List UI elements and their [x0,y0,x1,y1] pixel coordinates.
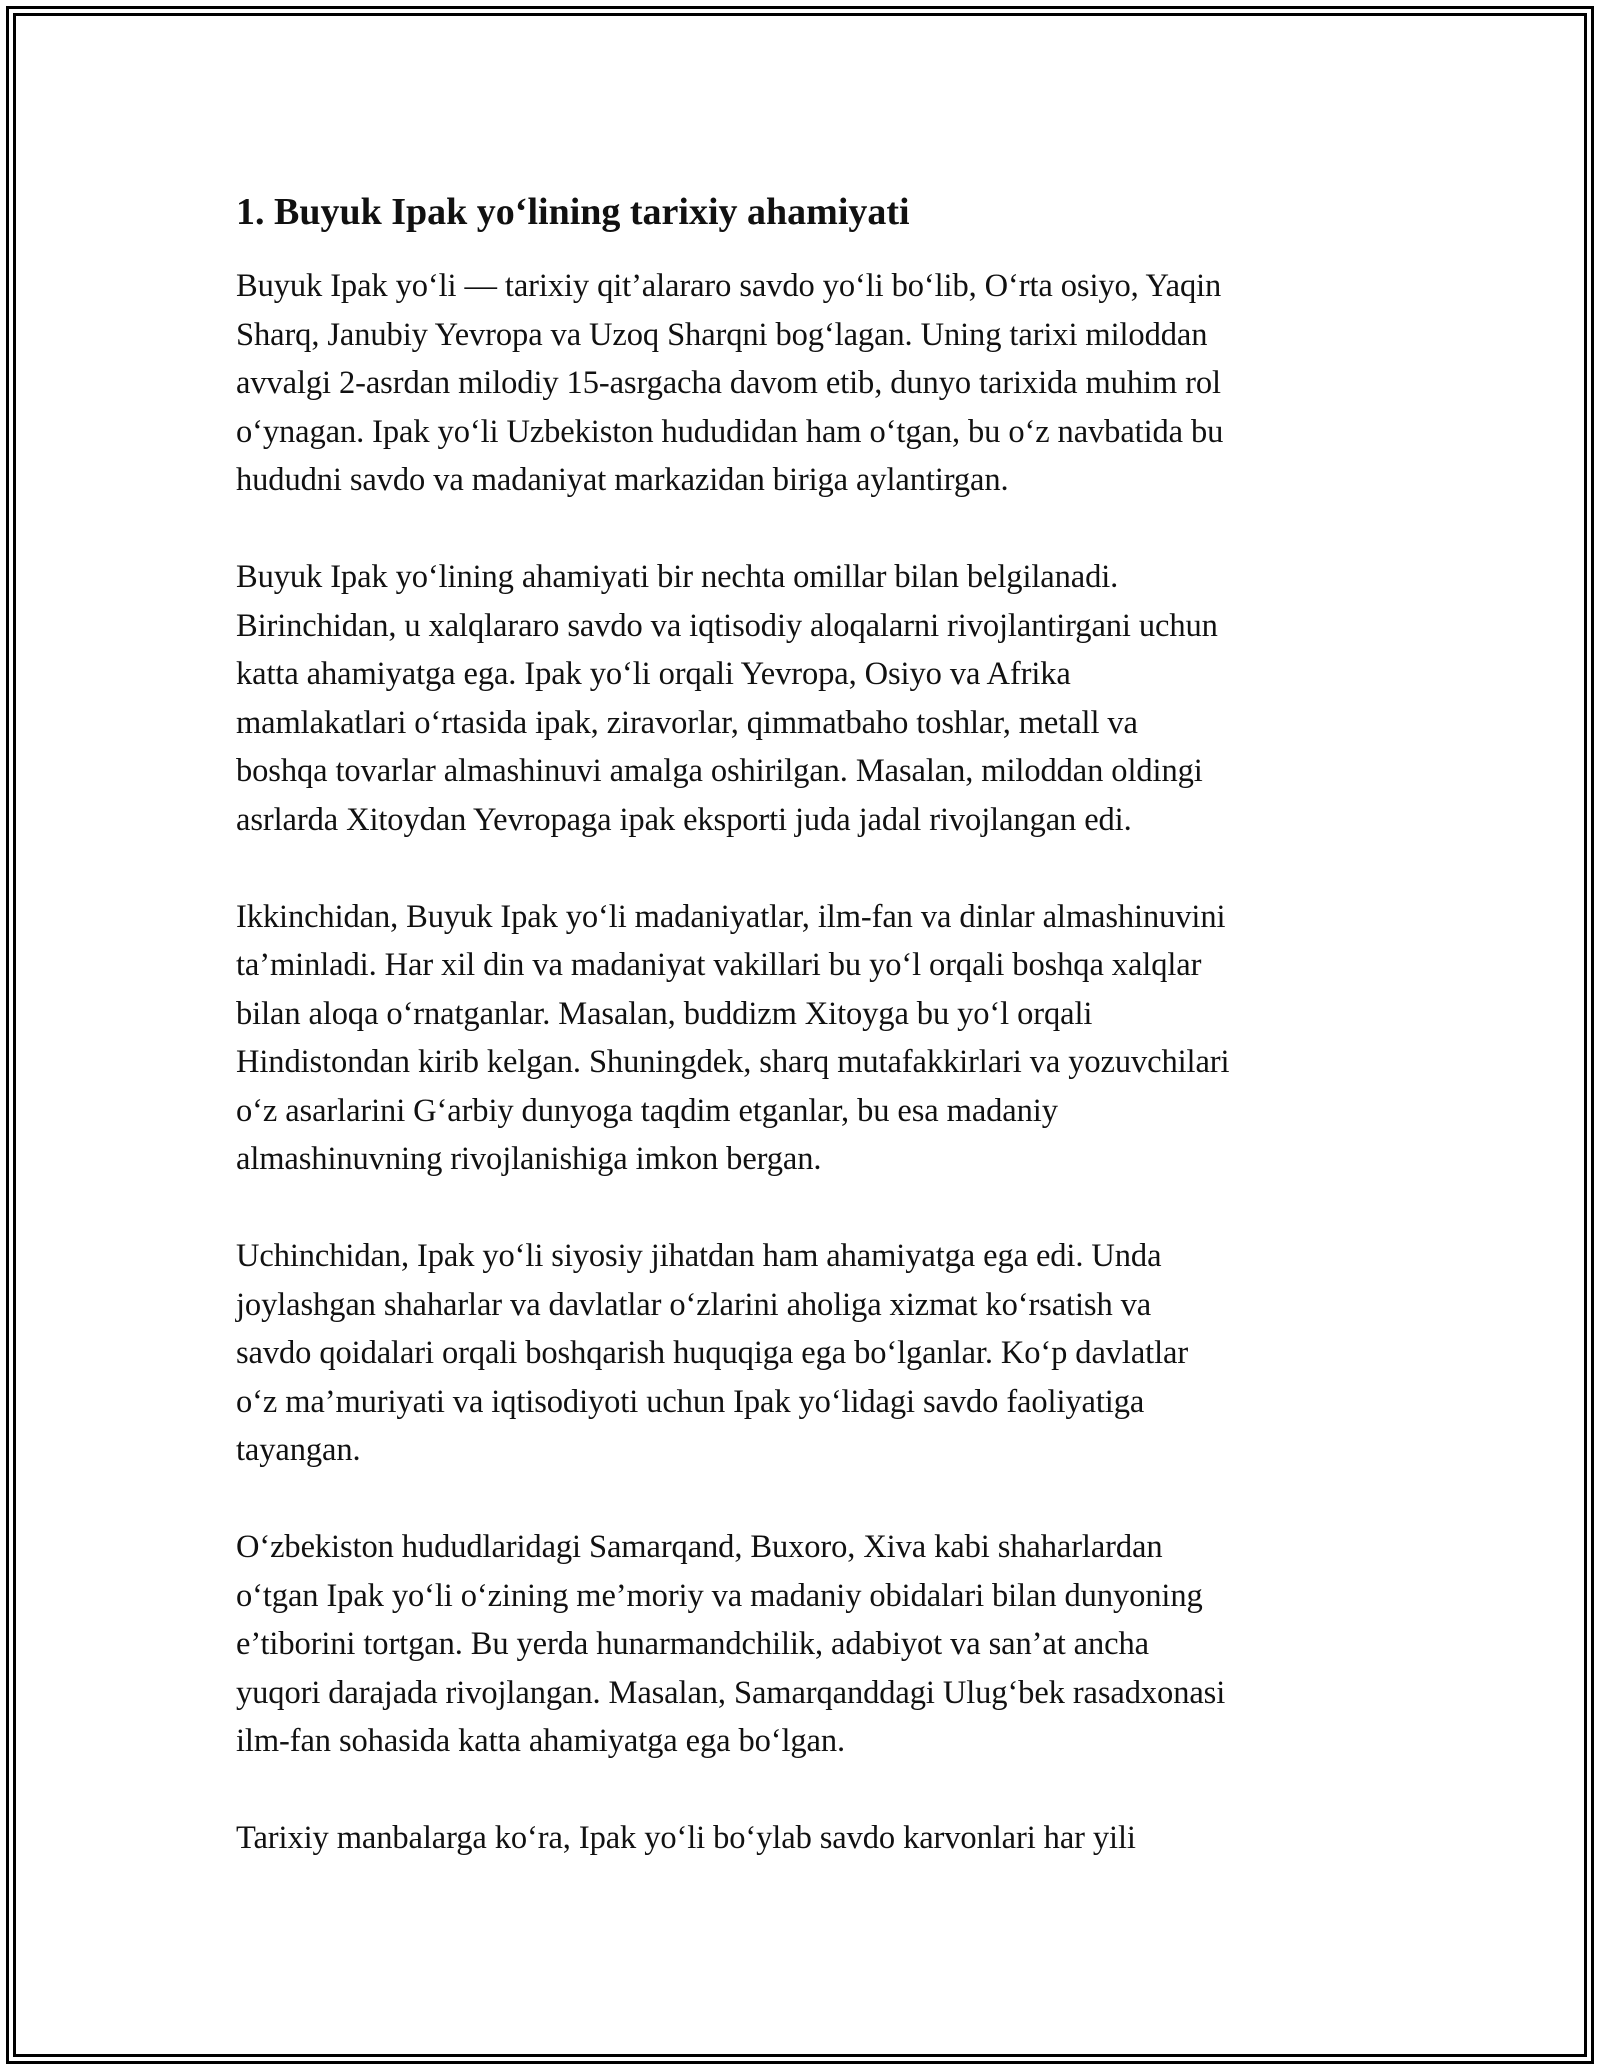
text-line: Ikkinchidan, Buyuk Ipak yo‘li madaniyatlar, ilm-fan va dinlar almashinuvini [236,898,1226,935]
text-line: o‘z ma’muriyati va iqtisodiyoti uchun Ipak yo‘lidagi savdo faoliyatiga [236,1383,1145,1420]
paragraph-first-factor [236,553,1376,844]
section-heading: 1. Buyuk Ipak yo‘lining tarixiy ahamiyati [236,191,910,233]
text-line: Uchinchidan, Ipak yo‘li siyosiy jihatdan ham ahamiyatga ega edi. Unda [236,1238,1162,1274]
text-line: o‘ynagan. Ipak yo‘li Uzbekiston hududidan ham o‘tgan, bu o‘z navbatida bu [236,413,1224,450]
text-line: ilm-fan sohasida katta ahamiyatga ega bo‘lgan. [236,1723,846,1759]
text-line: almashinuvning rivojlanishiga imkon bergan. [236,1141,822,1177]
text-line: mamlakatlari o‘rtasida ipak, ziravorlar, qimmatbaho toshlar, metall va [236,704,1138,741]
text-line: ta’minladi. Har xil din va madaniyat vakillari bu yo‘l orqali boshqa xalqlar [236,947,1202,983]
text-line: asrlarda Xitoydan Yevropaga ipak eksporti juda jadal rivojlangan edi. [236,801,1132,838]
text-line: joylashgan shaharlar va davlatlar o‘zlarini aholiga xizmat ko‘rsatish va [236,1286,1152,1323]
document-body [236,188,1376,1911]
text-line: O‘zbekiston hududlaridagi Samarqand, Buxoro, Xiva kabi shaharlardan [236,1529,1163,1565]
text-line: bilan aloqa o‘rnatganlar. Masalan, buddizm Xitoyga bu yo‘l orqali [236,995,1093,1032]
text-line: Tarixiy manbalarga ko‘ra, Ipak yo‘li bo‘ylab savdo karvonlari har yili [236,1820,1136,1856]
paragraph-intro [236,262,1376,505]
text-line: Birinchidan, u xalqlararo savdo va iqtisodiy aloqalarni rivojlantirgani uchun [236,607,1218,644]
text-line: katta ahamiyatga ega. Ipak yo‘li orqali Yevropa, Osiyo va Afrika [236,656,1071,692]
text-line: o‘z asarlarini G‘arbiy dunyoga taqdim etganlar, bu esa madaniy [236,1092,1058,1129]
paragraph-uzbekistan-cities [236,1523,1376,1766]
text-line: Buyuk Ipak yo‘li — tarixiy qit’alararo savdo yo‘li bo‘lib, O‘rta osiyo, Yaqin [236,268,1222,304]
text-line: Hindistondan kirib kelgan. Shuningdek, sharq mutafakkirlari va yozuvchilari [236,1044,1230,1080]
text-line: hududni savdo va madaniyat markazidan biriga aylantirgan. [236,462,1009,498]
text-line: Buyuk Ipak yo‘lining ahamiyati bir nechta omillar bilan belgilanadi. [236,559,1119,595]
text-line: savdo qoidalari orqali boshqarish huquqiga ega bo‘lganlar. Ko‘p davlatlar [236,1335,1189,1371]
text-line: tayangan. [236,1432,361,1468]
text-line: yuqori darajada rivojlangan. Masalan, Samarqanddagi Ulug‘bek rasadxonasi [236,1674,1226,1711]
text-line: o‘tgan Ipak yo‘li o‘zining me’moriy va madaniy obidalari bilan dunyoning [236,1577,1203,1614]
text-line: Sharq, Janubiy Yevropa va Uzoq Sharqni bog‘lagan. Uning tarixi miloddan [236,316,1208,353]
paragraph-third-factor [236,1232,1376,1475]
text-line: avvalgi 2-asrdan milodiy 15-asrgacha davom etib, dunyo tarixida muhim rol [236,365,1221,401]
paragraph-second-factor [236,893,1376,1184]
text-line: boshqa tovarlar almashinuvi amalga oshirilgan. Masalan, miloddan oldingi [236,753,1203,789]
paragraph-historical-sources [236,1814,1376,1863]
text-line: e’tiborini tortgan. Bu yerda hunarmandchilik, adabiyot va san’at ancha [236,1626,1149,1662]
